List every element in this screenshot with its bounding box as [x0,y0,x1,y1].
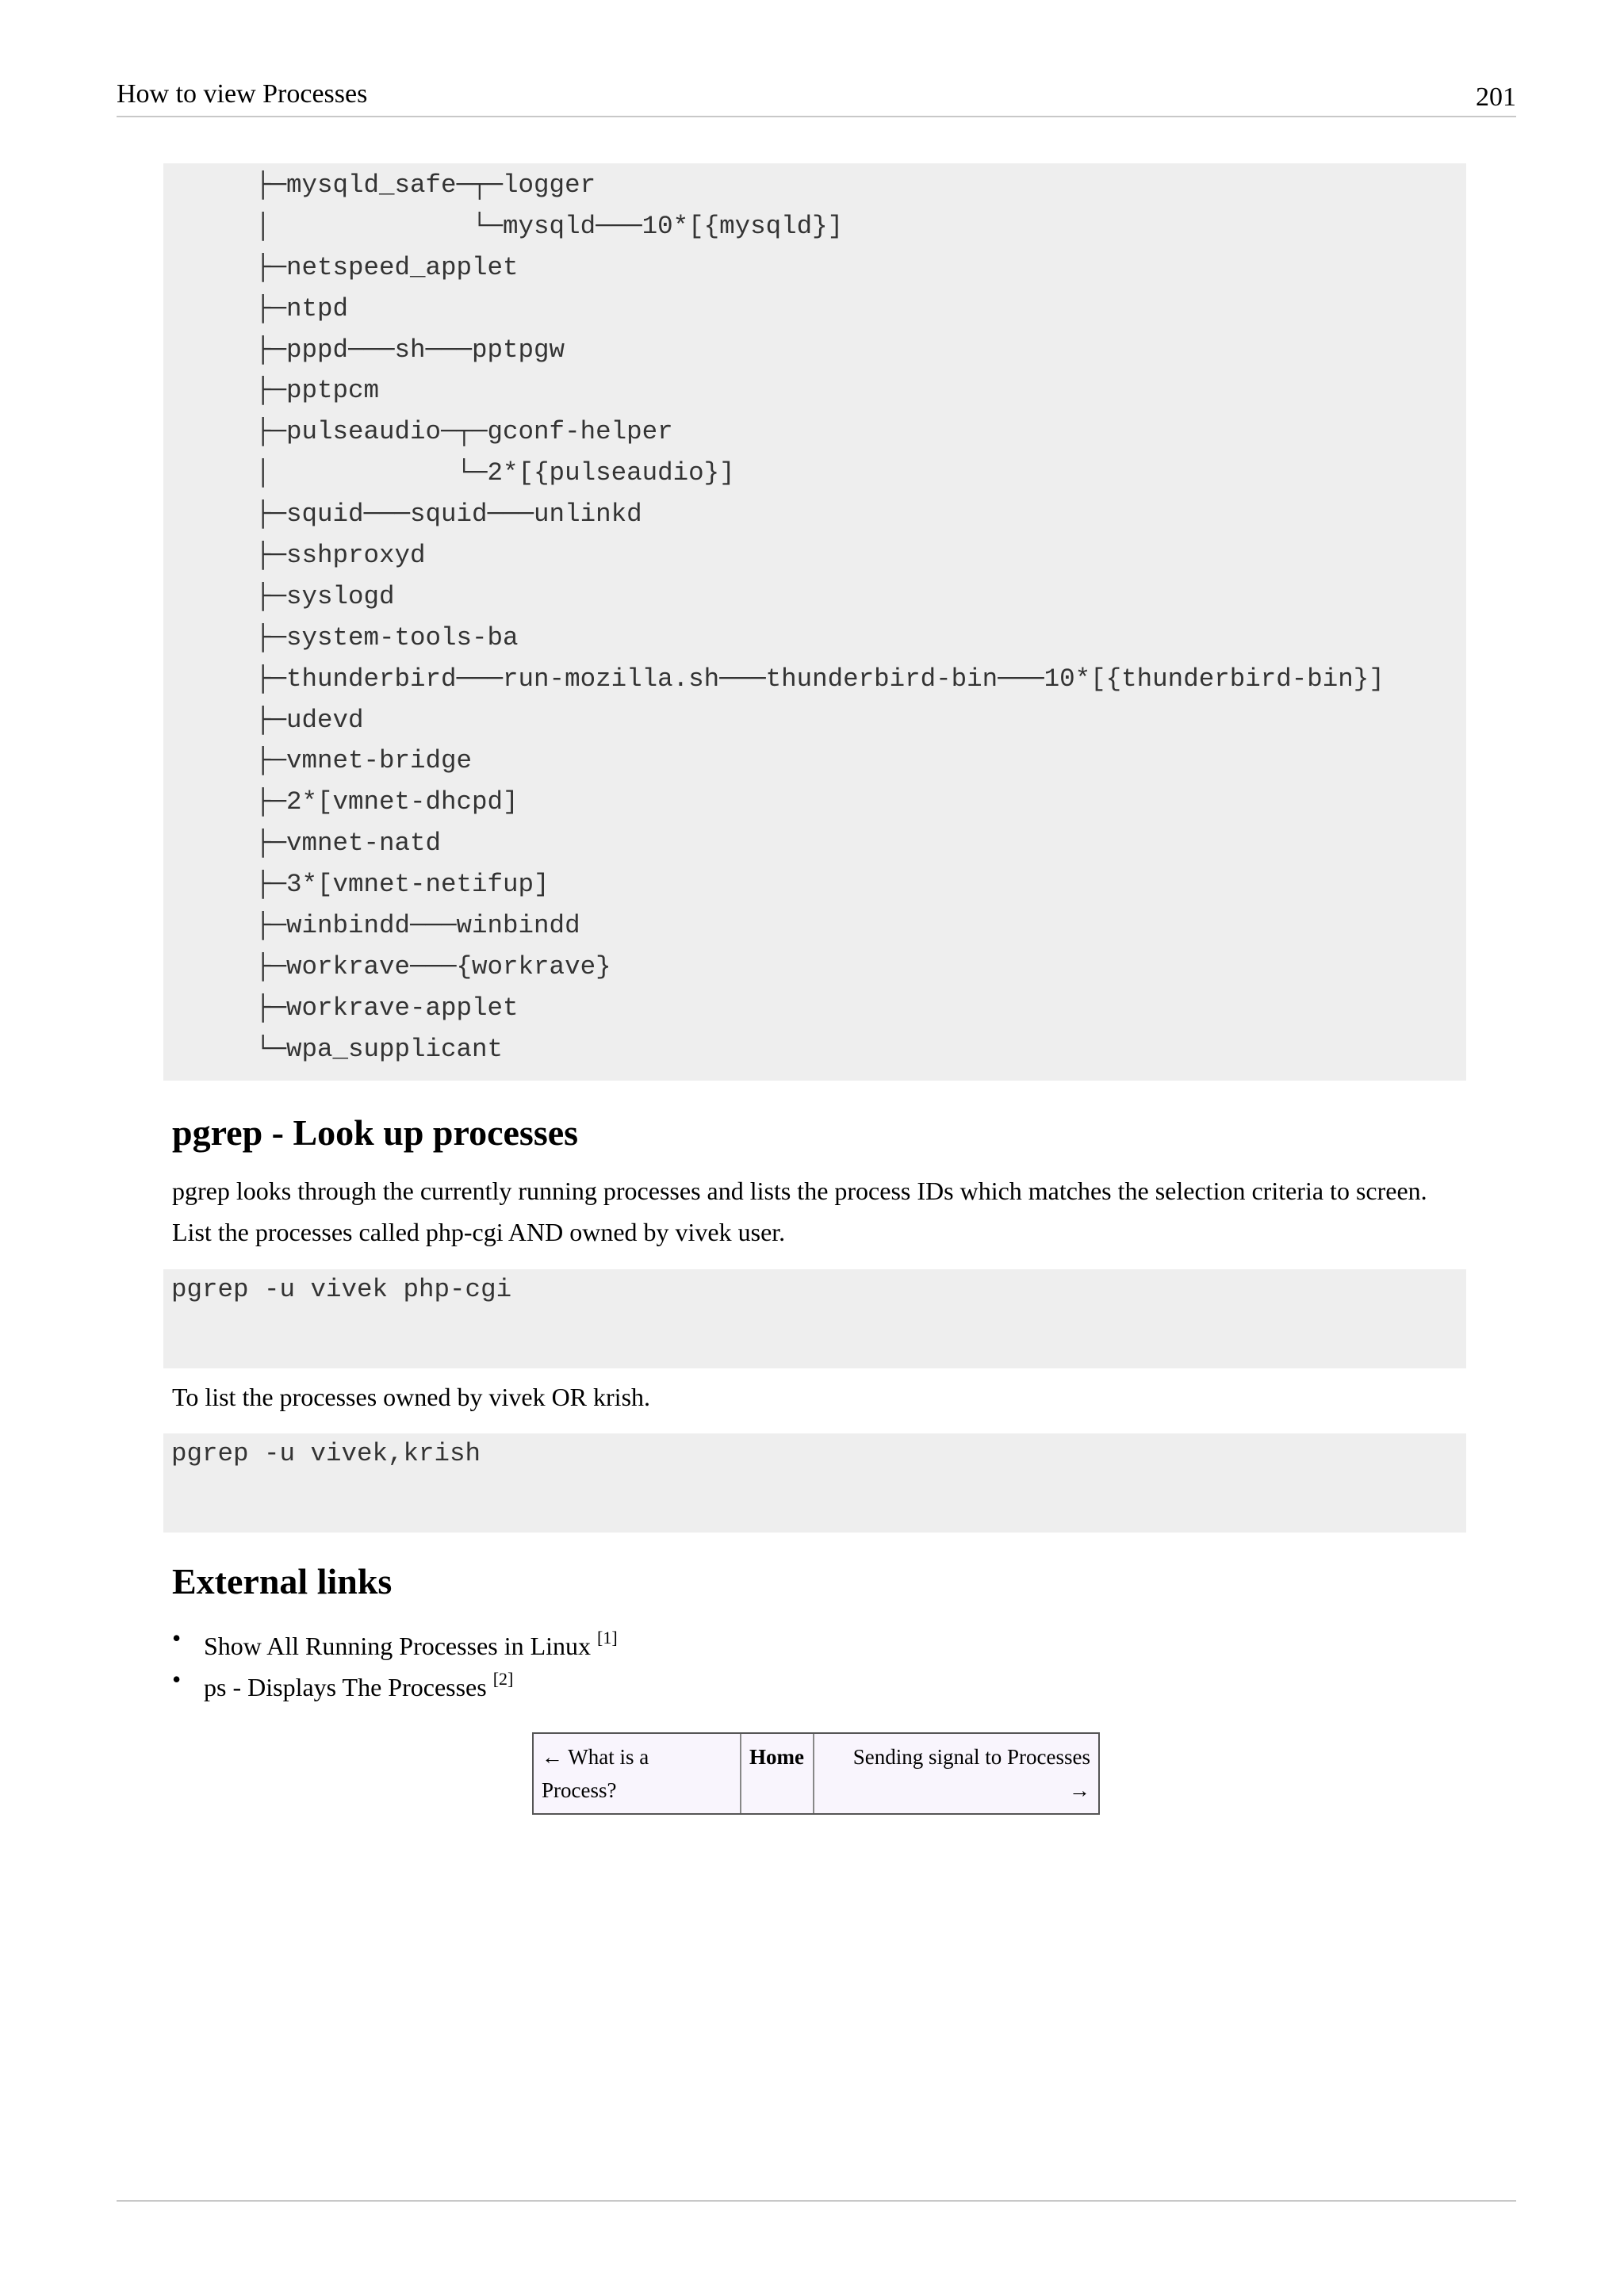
bullet-icon: • [172,1665,182,1693]
tree-line: ├─winbindd───winbindd [255,911,580,941]
list-item [172,1617,618,1659]
bullet-icon: • [172,1624,182,1652]
tree-line: │ └─mysqld───10*[{mysqld}] [255,211,844,241]
tree-line: ├─3*[vmnet-netifup] [255,870,550,900]
tree-line: ├─pptpcm [255,376,380,406]
tree-line: ├─2*[vmnet-dhcpd] [255,787,519,817]
tree-line: ├─pppd───sh───pptpgw [255,335,565,365]
pgrep-intro-paragraph: pgrep looks through the currently running processes and lists the process IDs which matches the selection criteria to screen. List the processes called php-cgi AND owned by vivek user. [172,1177,1427,1246]
tree-line: ├─ntpd [255,293,349,323]
nav-next-link[interactable] [814,1734,1098,1813]
running-header-title: How to view Processes [117,79,368,109]
tree-line: ├─workrave───{workrave} [255,951,611,982]
pgrep-command-2: pgrep -u vivek,krish [171,1439,481,1468]
tree-line: ├─mysqld_safe─┬─logger [255,170,596,200]
external-link-show-all-processes[interactable]: Show All Running Processes in Linux [204,1632,592,1660]
nav-previous-line-1: ← What is a [542,1745,649,1769]
tree-line: ├─syslogd [255,581,395,611]
page-number: 201 [1476,82,1516,112]
right-arrow-icon: → [1069,1778,1090,1802]
tree-line: └─wpa_supplicant [255,1034,504,1064]
nav-home-link[interactable]: Home [741,1734,814,1813]
pgrep-command-block-1 [163,1269,1466,1368]
page-header [117,76,1516,117]
tree-line: ├─workrave-applet [255,993,519,1023]
page-navigation-table [532,1732,1100,1815]
tree-line: ├─thunderbird───run-mozilla.sh───thunderbird-bin───10*[{thunderbird-bin}] [255,664,1385,694]
reference-marker[interactable]: [1] [597,1628,618,1647]
tree-line: ├─pulseaudio─┬─gconf-helper [255,417,673,447]
pgrep-command-block-2 [163,1433,1466,1533]
external-links-heading: External links [172,1561,393,1601]
tree-line: ├─vmnet-bridge [255,746,473,776]
process-tree-lines [255,165,1458,1070]
nav-previous-line-2: Process? [542,1778,617,1802]
tree-line: ├─system-tools-ba [255,622,519,652]
external-link-ps-displays-processes[interactable]: ps - Displays The Processes [204,1673,487,1701]
pgrep-or-paragraph: To list the processes owned by vivek OR krish. [172,1383,651,1411]
tree-line: ├─udevd [255,705,364,735]
nav-next-line-1: Sending signal to Processes [852,1745,1090,1769]
pgrep-command-1: pgrep -u vivek php-cgi [171,1275,512,1304]
tree-line: ├─squid───squid───unlinkd [255,499,642,530]
nav-previous-link[interactable] [534,1734,741,1813]
reference-marker[interactable]: [2] [492,1669,514,1689]
tree-line: ├─vmnet-natd [255,828,442,859]
tree-line: │ └─2*[{pulseaudio}] [255,458,735,488]
pgrep-heading: pgrep - Look up processes [172,1112,579,1153]
tree-line: ├─netspeed_applet [255,252,519,282]
tree-line: ├─sshproxyd [255,541,426,571]
list-item [172,1659,618,1700]
external-links-list [172,1617,618,1700]
process-tree-block [163,163,1466,1081]
footer-divider [117,2200,1516,2202]
